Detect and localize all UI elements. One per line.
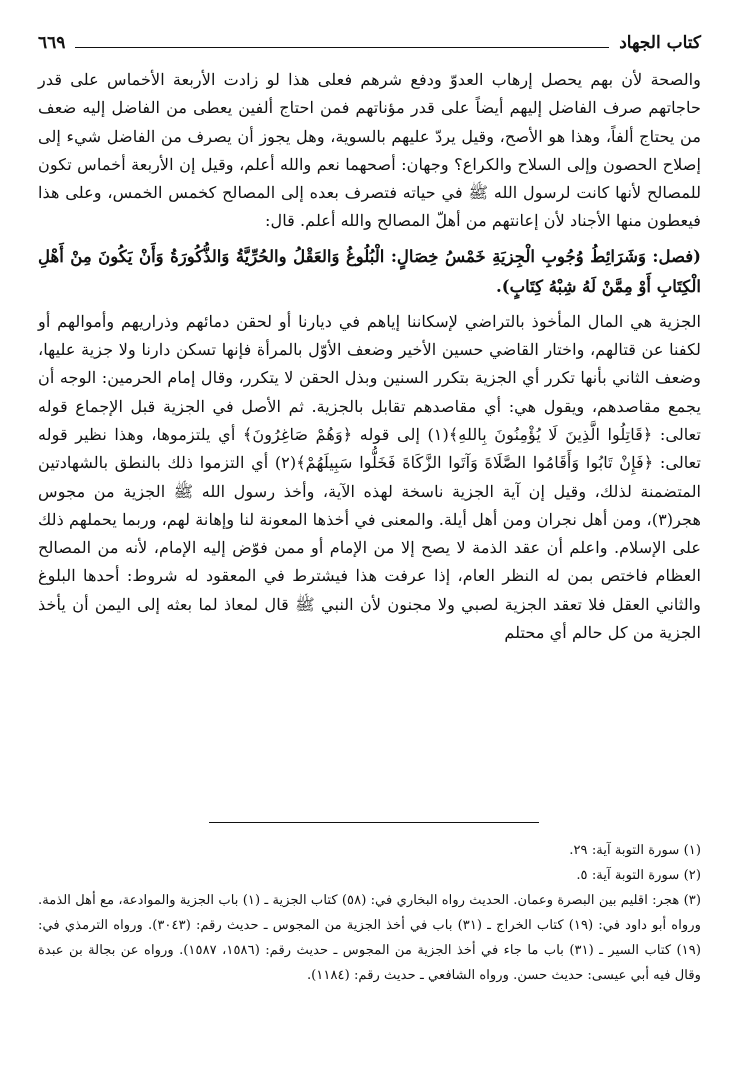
footnotes xyxy=(38,838,701,988)
running-header xyxy=(38,30,701,56)
footnote-3: (٣) هجر: اقليم بين البصرة وعمان. الحديث رواه البخاري في: (٥٨) كتاب الجزية ـ (١) باب الجزية والموادعة، مع أهل الذمة. ورواه أبو داود في: (١٩) كتاب الخراج ـ (٣١) باب في أخذ الجزية من المجوس ـ حديث رقم: (٣٠٤٣). ورواه الترمذي في: (١٩) كتاب السير ـ (٣١) باب ما جاء في أخذ الجزية من المجوس ـ حديث رقم: (١٥٨٦، ١٥٨٧). ورواه عن بجالة بن عبدة وقال فيه أبي عيسى: حديث حسن. ورواه الشافعي ـ حديث رقم: (١١٨٤). xyxy=(38,893,701,983)
paragraph-1: والصحة لأن بهم يحصل إرهاب العدوّ ودفع شرهم فعلى هذا لو زادت الأربعة الأخماس على قدر حاجاتهم صرف الفاضل إليهم أيضاً على قدر مؤناتهم فمن احتاج ألفين يعطى من الفاضل إليه ضعف من يحتاج ألفاً، وهذا هو الأصح، وقيل يردّ عليهم بالسوية، وهل يجوز أن يصرف من الفاضل شيء إلى إصلاح الحصون وإلى السلاح والكراع؟ وجهان: أصحهما نعم والله أعلم، وقيل إن الأربعة أخماس تكون للمصالح لأنها كانت لرسول الله ﷺ في حياته فتصرف بعده إلى المصالح كخمس الخمس، وعلى هذا فيعطون منها الأجناد لأن إعانتهم من أهلّ المصالح والله أعلم. قال: xyxy=(38,70,701,231)
footnote-1: (١) سورة التوبة آية: ٢٩. xyxy=(569,843,701,858)
chapter-title: كتاب الجهاد xyxy=(619,33,701,53)
fasl-paragraph: (فصل: وَشَرَائِطُ وُجُوبِ الْجِزيَةِ خَمْسُ خِصَالٍ: الْبُلُوغُ وَالعَقْلُ والحُرِّيَّةُ وَالذُّكُورَةُ وَأَنْ يَكُونَ مِنْ أَهْلِ الْكِتَابِ أَوْ مِمَّنْ لَهُ شِبْهُ كِتَابٍ). xyxy=(38,246,701,296)
header-rule xyxy=(75,47,609,48)
page-number: ٦٦٩ xyxy=(38,33,66,53)
footnote-separator xyxy=(209,822,539,823)
paragraph-2: الجزية هي المال المأخوذ بالتراضي لإسكاننا إياهم في ديارنا أو لحقن دمائهم وذراريهم وأموالهم أو لكفنا عن قتالهم، واختار القاضي حسين الأخير وضعف الأوّل بالمرأة فإنها تسكن دارنا ولا جزية عليها، وضعف الثاني بأنها تكرر أي الجزية بتكرر السنين وبذل الحقن لا يتكرر، وقال إمام الحرمين: الوجه أن يجمع مقاصدهم، ويقول هي: أي مقاصدهم تقابل بالجزية. ثم الأصل في الجزية قبل الإجماع قوله تعالى: ﴿قَاتِلُوا الَّذِينَ لَا يُؤْمِنُونَ بِاللهِ﴾(١) إلى قوله ﴿وَهُمْ صَاغِرُونَ﴾ أي يلتزموها، وهذا نظير قوله تعالى: ﴿فَإِنْ تَابُوا وَأَقَامُوا الصَّلَاةَ وَآتَوا الزَّكَاةَ فَخَلُّوا سَبِيلَهُمْ﴾(٢) أي التزموا ذلك بالنطق بالشهادتين المتضمنة لذلك، وقيل إن آية الجزية ناسخة لهذه الآية، وأخذ رسول الله ﷺ الجزية من مجوس هجر(٣)، ومن أهل نجران ومن أهل أيلة. والمعنى في أخذها المعونة لنا وإهانة لهم، وربما يحملهم ذلك على الإسلام. واعلم أن عقد الذمة لا يصح إلا من الإمام أو ممن فوّض إليه الإمام، لأنه من المصالح العظام فاختص بمن له النظر العام، إذا عرفت هذا فيشترط في المعقود له شروط: أحدها البلوغ والثاني العقل فلا تعقد الجزية لصبي ولا مجنون لأن النبي ﷺ قال لمعاذ لما بعثه إلى اليمن أن يأخذ الجزية من كل حالم أي محتلم xyxy=(38,311,701,643)
main-text xyxy=(38,66,701,647)
footnote-2: (٢) سورة التوبة آية: ٥. xyxy=(576,868,701,883)
